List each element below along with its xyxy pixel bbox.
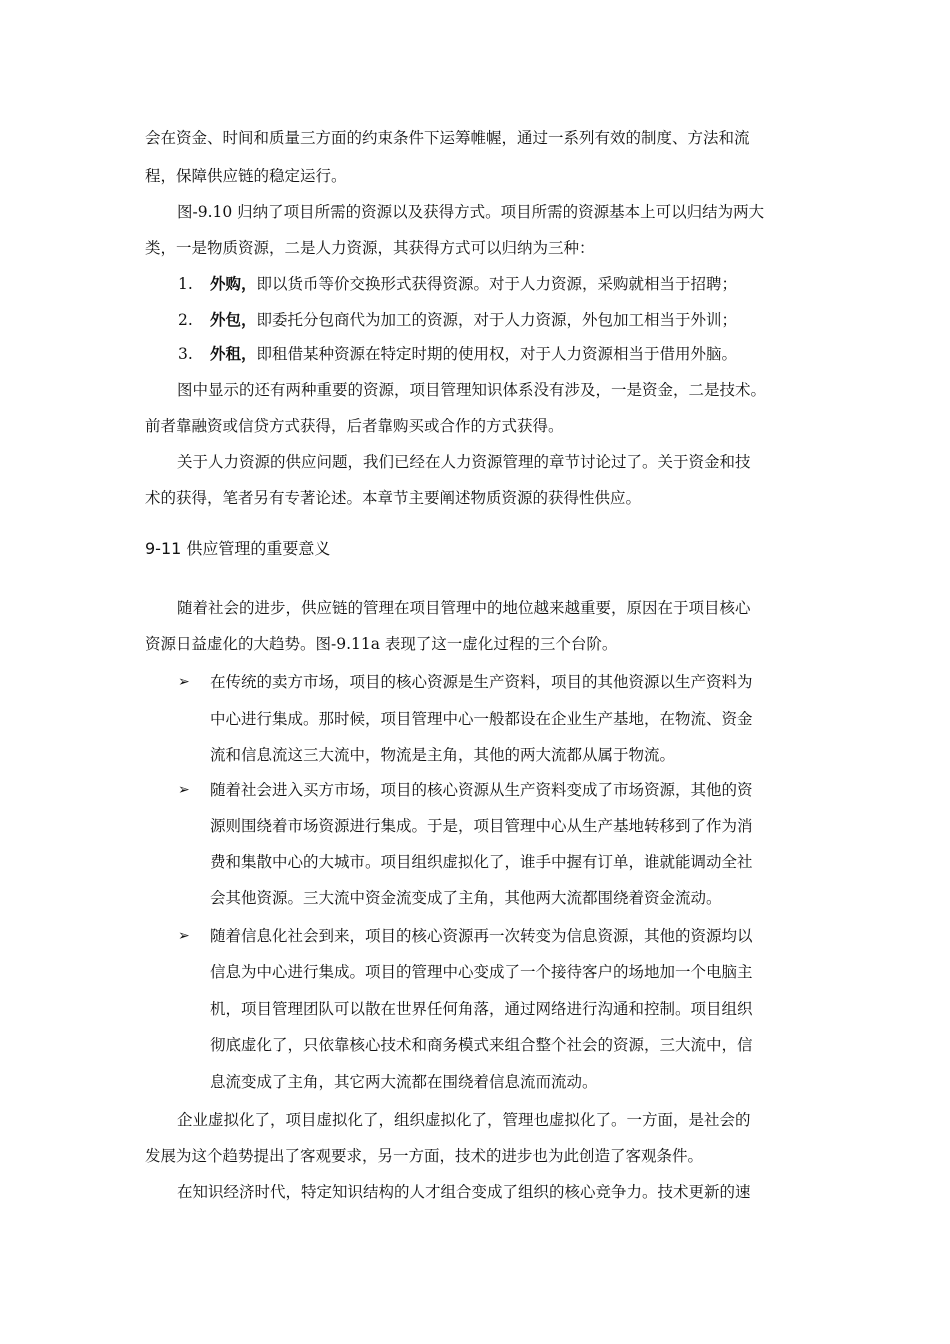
bullet-line: 在传统的卖方市场，项目的核心资源是生产资料，项目的其他资源以生产资料为 [210,673,753,691]
paragraph-line: 程，保障供应链的稳定运行。 [145,167,347,185]
bullet-line: 中心进行集成。那时候，项目管理中心一般都设在企业生产基地，在物流、资金 [210,710,753,728]
bullet-line: 随着信息化社会到来，项目的核心资源再一次转变为信息资源，其他的资源均以 [210,927,753,945]
bullet-line: 彻底虚化了，只依靠核心技术和商务模式来组合整个社会的资源，三大流中，信 [210,1036,753,1054]
list-number: 2. [178,311,193,329]
list-text: 即委托分包商代为加工的资源，对于人力资源，外包加工相当于外训； [256,311,738,329]
paragraph-line: 随着社会的进步，供应链的管理在项目管理中的地位越来越重要，原因在于项目核心 [177,599,751,617]
paragraph-line: 企业虚拟化了，项目虚拟化了，组织虚拟化了，管理也虚拟化了。一方面，是社会的 [177,1111,751,1129]
list-number: 1. [178,275,193,293]
paragraph-line: 资源日益虚化的大趋势。图-9.11a 表现了这一虚化过程的三个台阶。 [145,635,618,653]
paragraph-line: 术的获得，笔者另有专著论述。本章节主要阐述物质资源的获得性供应。 [145,489,642,507]
bullet-line: 费和集散中心的大城市。项目组织虚拟化了，谁手中握有订单，谁就能调动全社 [210,853,753,871]
paragraph-line: 前者靠融资或信贷方式获得，后者靠购买或合作的方式获得。 [145,417,564,435]
list-term: 外租， [210,344,257,363]
paragraph-line: 关于人力资源的供应问题，我们已经在人力资源管理的章节讨论过了。关于资金和技 [177,453,751,471]
bullet-line: 机，项目管理团队可以散在世界任何角落，通过网络进行沟通和控制。项目组织 [210,1000,753,1018]
list-text: 即以货币等价交换形式获得资源。对于人力资源，采购就相当于招聘； [256,275,738,293]
bullet-line: 信息为中心进行集成。项目的管理中心变成了一个接待客户的场地加一个电脑主 [210,963,753,981]
paragraph-line: 发展为这个趋势提出了客观要求，另一方面，技术的进步也为此创造了客观条件。 [145,1147,704,1165]
bullet-line: 随着社会进入买方市场，项目的核心资源从生产资料变成了市场资源，其他的资 [210,781,753,799]
arrow-bullet-icon: ➢ [178,928,190,944]
list-term: 外包， [210,310,257,329]
bullet-line: 息流变成了主角，其它两大流都在围绕着信息流而流动。 [210,1073,598,1091]
section-heading: 9-11 供应管理的重要意义 [145,539,331,558]
paragraph-line: 会在资金、时间和质量三方面的约束条件下运筹帷幄，通过一系列有效的制度、方法和流 [145,129,750,147]
list-number: 3. [178,345,193,363]
list-text: 即租借某种资源在特定时期的使用权，对于人力资源相当于借用外脑。 [256,345,738,363]
arrow-bullet-icon: ➢ [178,782,190,798]
list-term: 外购， [210,274,257,293]
bullet-line: 源则围绕着市场资源进行集成。于是，项目管理中心从生产基地转移到了作为消 [210,817,753,835]
bullet-line: 流和信息流这三大流中，物流是主角，其他的两大流都从属于物流。 [210,746,676,764]
paragraph-line: 在知识经济时代，特定知识结构的人才组合变成了组织的核心竞争力。技术更新的速 [177,1183,751,1201]
bullet-line: 会其他资源。三大流中资金流变成了主角，其他两大流都围绕着资金流动。 [210,889,722,907]
arrow-bullet-icon: ➢ [178,674,190,690]
paragraph-line: 图-9.10 归纳了项目所需的资源以及获得方式。项目所需的资源基本上可以归结为两大 [177,203,765,221]
paragraph-line: 图中显示的还有两种重要的资源，项目管理知识体系没有涉及，一是资金，二是技术。 [177,381,767,399]
paragraph-line: 类，一是物质资源，二是人力资源，其获得方式可以归纳为三种： [145,239,595,257]
